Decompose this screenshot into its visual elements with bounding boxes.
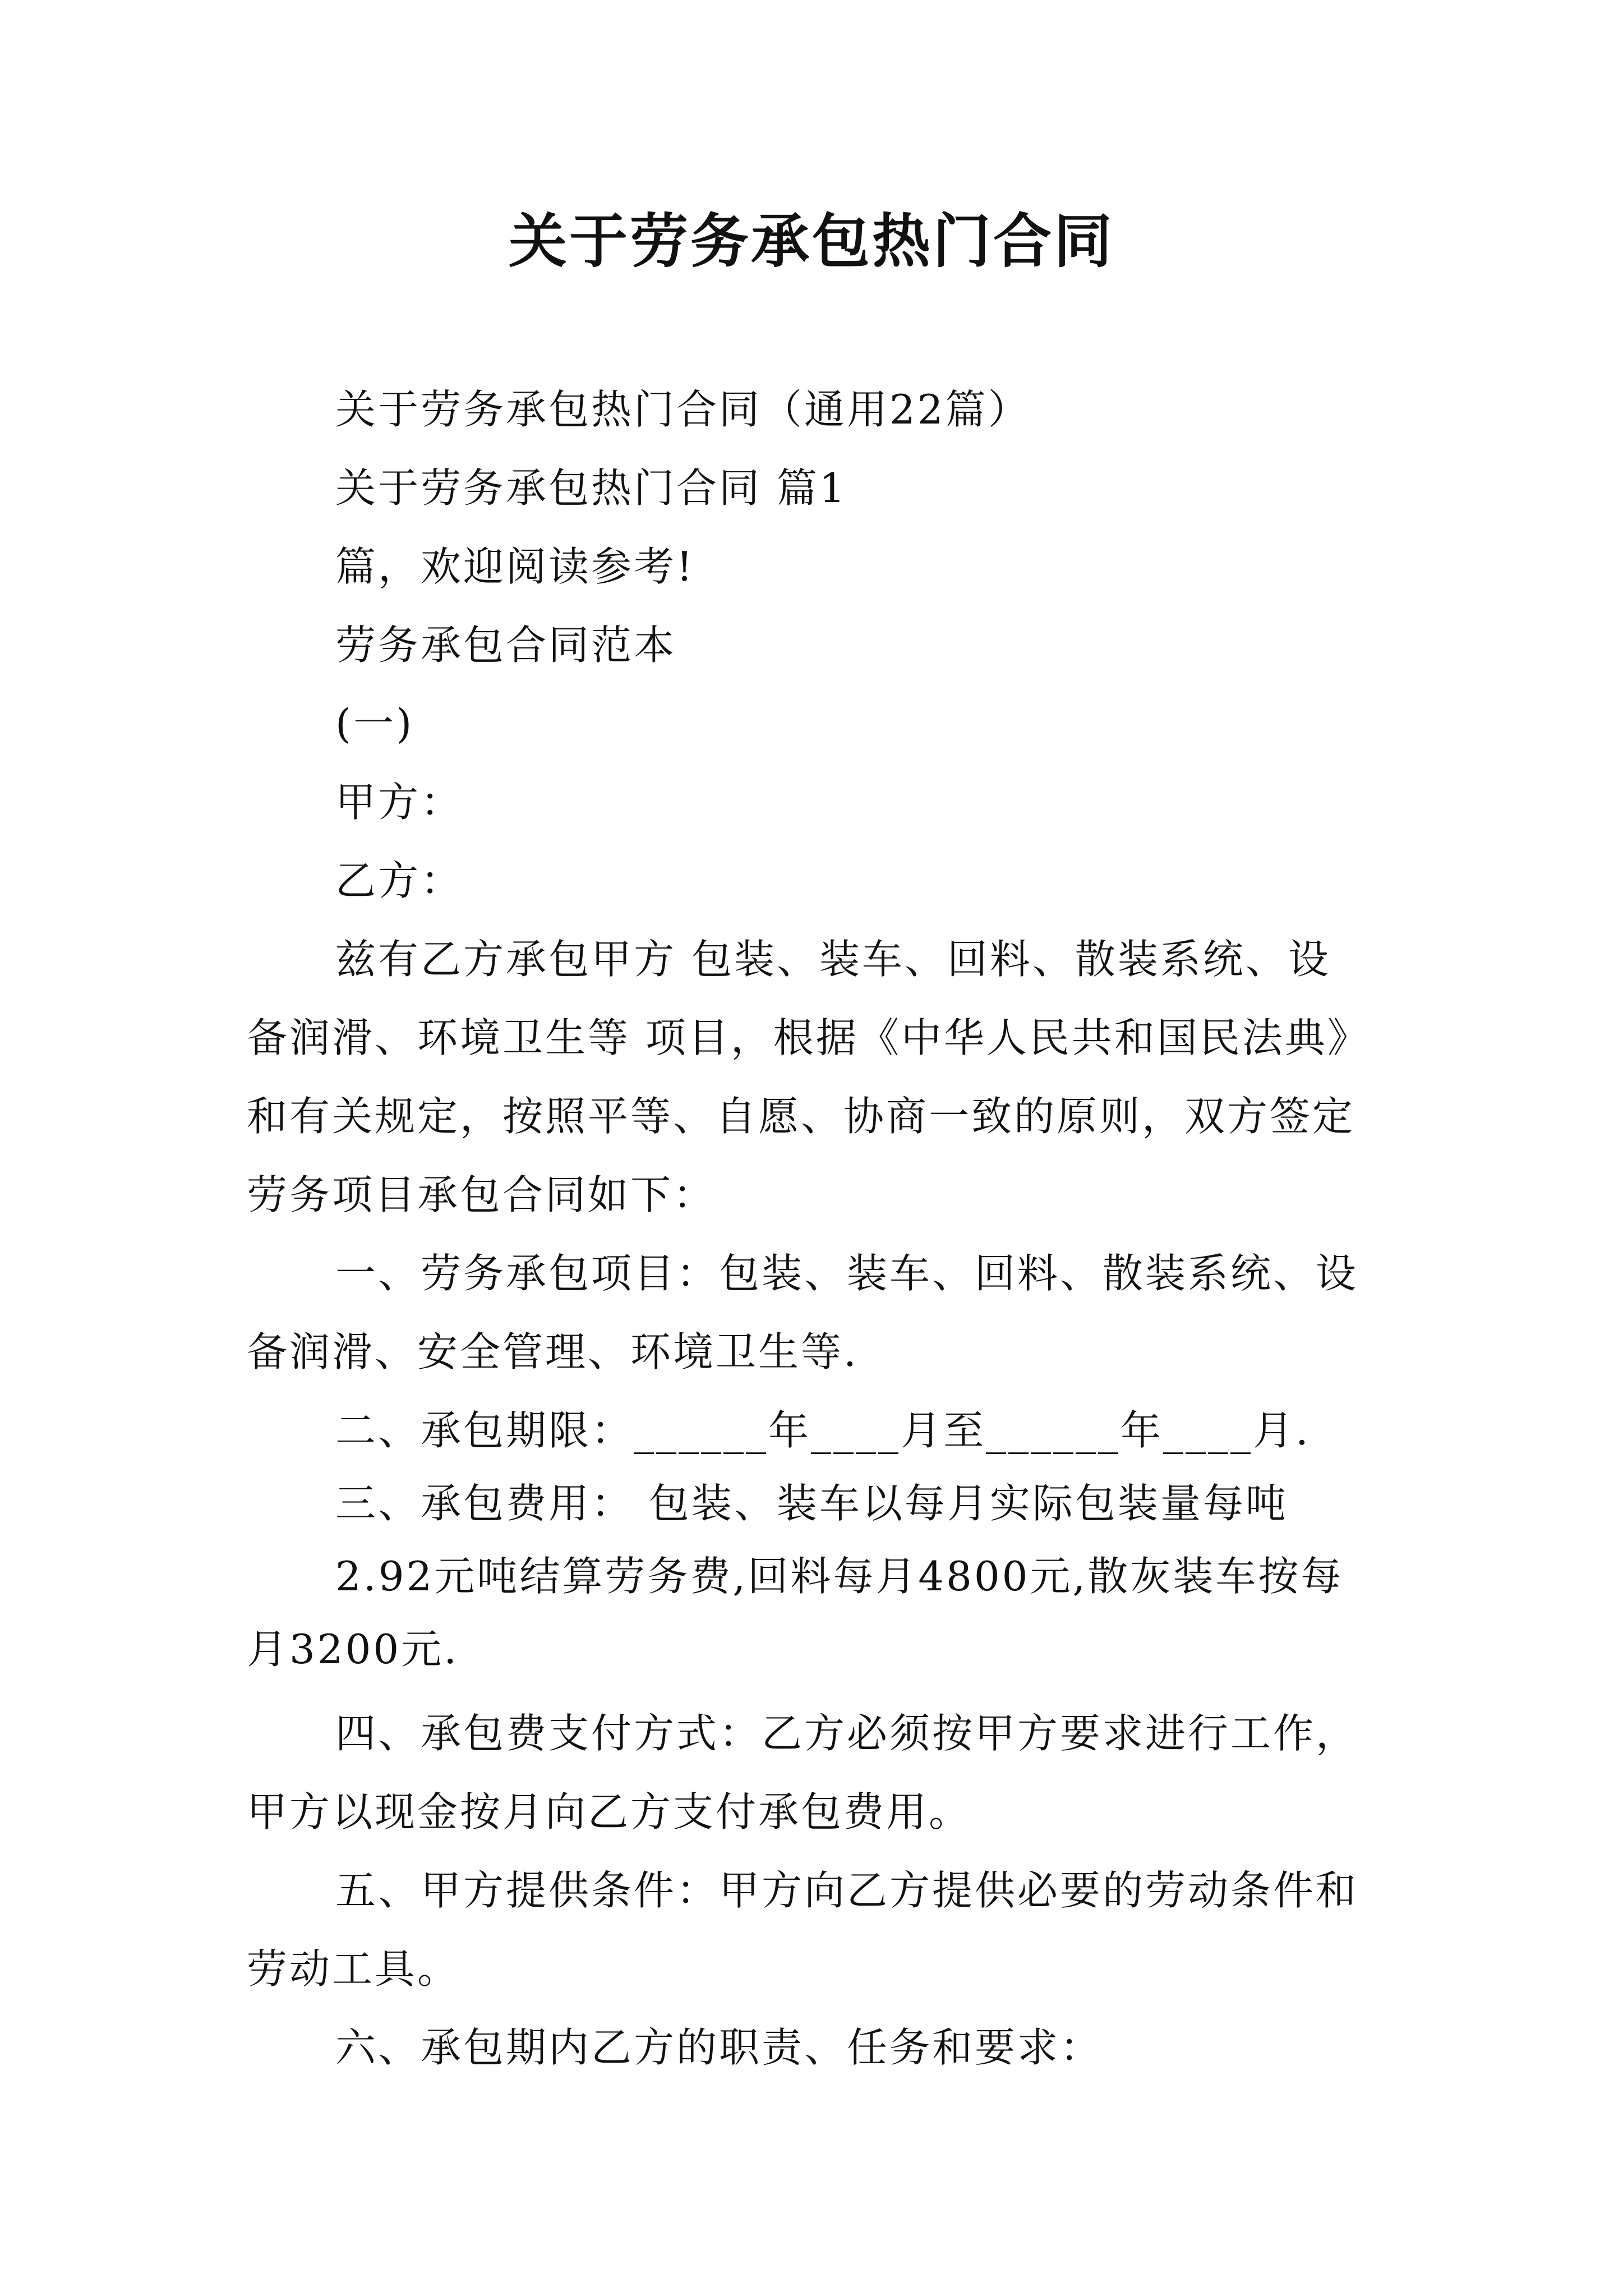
clause-3-cont: 月3200元. [247, 1626, 459, 1673]
paragraph-line: 备润滑、环境卫生等 项目，根据《中华人民共和国民法典》 [247, 1014, 1370, 1061]
party-a-label: 甲方： [335, 779, 464, 826]
clause-1-cont: 备润滑、安全管理、环境卫生等. [247, 1328, 859, 1375]
paragraph-line: 兹有乙方承包甲方 包装、装车、回料、散装系统、设 [335, 936, 1331, 983]
clause-5-cont: 劳动工具。 [247, 1945, 460, 1993]
clause-3: 三、承包费用： 包装、装车以每月实际包装量每吨 [335, 1480, 1288, 1527]
paragraph-line: 劳务项目承包合同如下： [247, 1171, 716, 1218]
part-number: (一) [335, 700, 414, 747]
contract-heading: 劳务承包合同范本 [335, 622, 677, 669]
paragraph-line: 和有关规定，按照平等、自愿、协商一致的原则，双方签定 [247, 1093, 1355, 1140]
clause-3-cont: 2.92元吨结算劳务费,回料每月4800元,散灰装车按每 [335, 1553, 1344, 1600]
party-b-label: 乙方： [335, 857, 464, 904]
document-title: 关于劳务承包热门合同 [508, 206, 1114, 275]
clause-2: 二、承包期限：______年____月至______年____月. [335, 1407, 1311, 1454]
section-heading: 关于劳务承包热门合同 篇1 [335, 464, 847, 512]
subtitle-line: 关于劳务承包热门合同（通用22篇） [335, 386, 1031, 433]
clause-4-cont: 甲方以现金按月向乙方支付承包费用。 [247, 1788, 972, 1835]
clause-5: 五、甲方提供条件：甲方向乙方提供必要的劳动条件和 [335, 1867, 1359, 1914]
intro-line: 篇，欢迎阅读参考! [335, 543, 695, 590]
clause-6: 六、承包期内乙方的职责、任务和要求： [335, 2024, 1103, 2071]
clause-1: 一、劳务承包项目：包装、装车、回料、散装系统、设 [335, 1250, 1359, 1297]
clause-4: 四、承包费支付方式：乙方必须按甲方要求进行工作， [335, 1710, 1359, 1757]
